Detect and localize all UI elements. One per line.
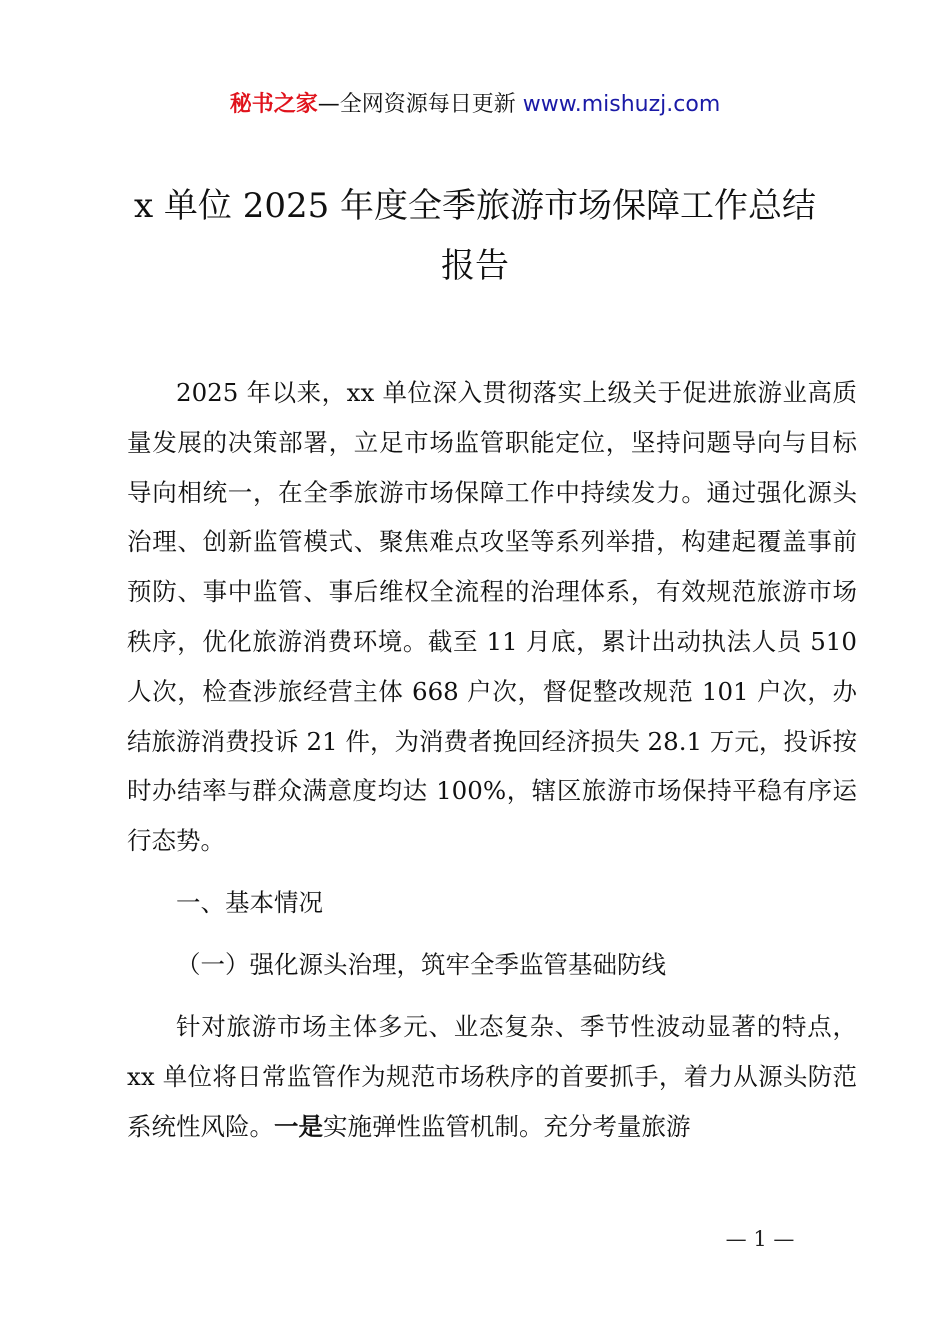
body-text-continued: 实施弹性监管机制。充分考量旅游 [323, 1111, 691, 1141]
site-header-banner [0, 88, 950, 122]
subsection-heading-source-governance: （一）强化源头治理，筑牢全季监管基础防线 [176, 949, 666, 979]
intro-paragraph: 2025 年以来，xx 单位深入贯彻落实上级关于促进旅游业高质量发展的决策部署，立足市场监管职能定位，坚持问题导向与目标导向相统一，在全季旅游市场保障工作中持续发力。通过强化源头治理、创新监管模式、聚焦难点攻坚等系列举措，构建起覆盖事前预防、事中监管、事后维权全流程的治理体系，有效规范旅游市场秩序，优化旅游消费环境。截至 11 月底，累计出动执法人员 510 人次，检查涉旅经营主体 668 户次，督促整改规范 101 户次，办结旅游消费投诉 21 件，为消费者挽回经济损失 28.1 万元，投诉按时办结率与群众满意度均达 100%，辖区旅游市场保持平稳有序运行态势。 [127, 378, 857, 856]
brand-name: 秘书之家 [229, 92, 318, 117]
site-url-link[interactable]: www.mishuzj.com [522, 92, 721, 117]
body-text-lead: 针对旅游市场主体多元、业态复杂、季节性波动显著的特点，xx 单位将日常监管作为规范市场秩序的首要抓手，着力从源头防范系统性风险。 [127, 1011, 857, 1141]
section-heading-basic-situation: 一、基本情况 [176, 887, 323, 917]
bold-lead-marker: 一是 [274, 1111, 323, 1141]
document-title: x 单位 2025 年度全季旅游市场保障工作总结报告 [133, 186, 817, 286]
body-paragraph [127, 1002, 857, 1151]
document-body [127, 368, 857, 1151]
page-number: — 1 — [725, 1227, 795, 1251]
header-tagline: —全网资源每日更新 [317, 92, 516, 117]
